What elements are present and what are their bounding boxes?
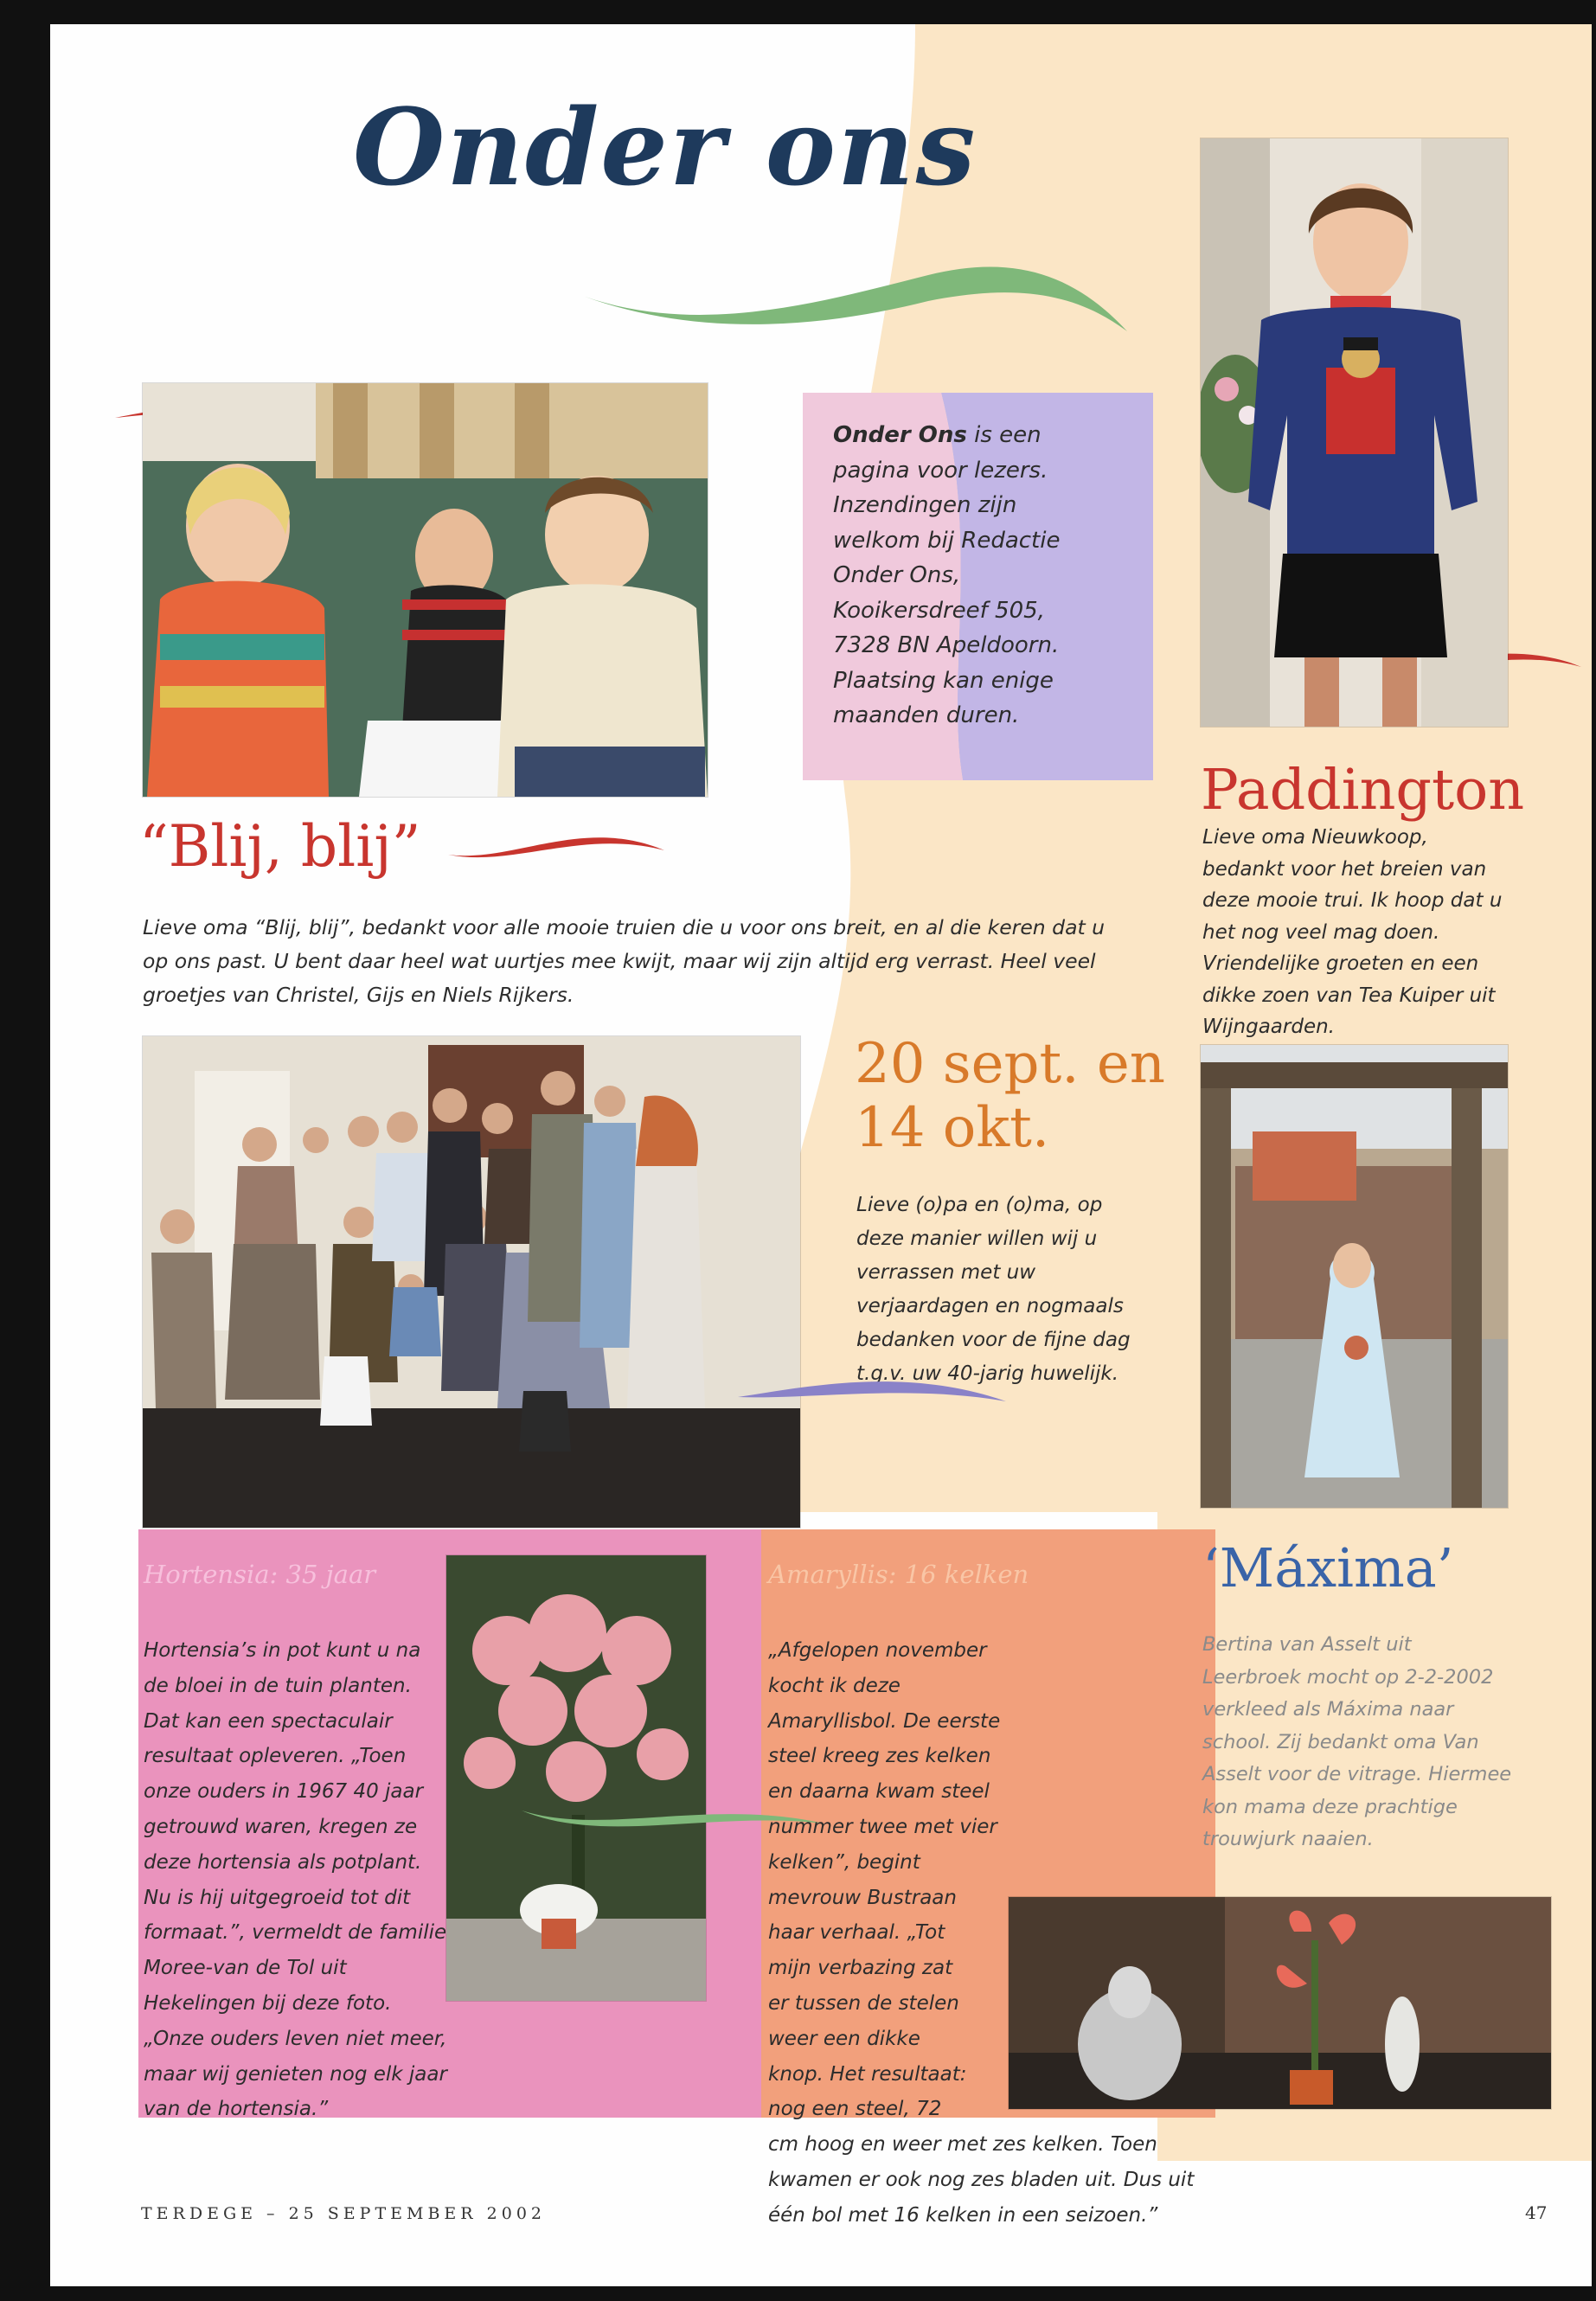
photo-three-children — [143, 383, 708, 797]
magazine-page — [50, 24, 1592, 2286]
heading-anniversary-line1: 20 sept. en — [855, 1032, 1165, 1096]
photo-maxima-archway — [1201, 1045, 1508, 1508]
red-wave-decoration — [444, 816, 669, 868]
purple-wave-decoration — [734, 1367, 1010, 1410]
heading-blij-blij: “Blij, blij” — [139, 813, 421, 880]
text-paddington: Lieve oma Nieuwkoop, bedankt voor het breien van deze mooie trui. Ik hoop dat u het nog veel mag doen. Vriendelijke groeten en een dikke zoen van Tea Kuiper uit Wijngaarden. — [1202, 826, 1503, 1038]
text-hortensia-wrap — [144, 1633, 762, 2121]
green-wave-decoration — [565, 236, 1136, 349]
text-blij-blij: Lieve oma “Blij, blij”, bedankt voor alle mooie truien die u voor ons breit, en al die keren dat u op ons past. U bent daar heel wat uurtjes mee kwijt, maar wij zijn altijd erg verrast. Heel veel groetjes van Christel, Gijs en Niels Rijkers. — [143, 915, 1106, 1007]
heading-anniversary-line2: 14 okt. — [855, 1096, 1050, 1160]
text-amaryllis-wrap — [768, 1633, 1218, 2227]
text-anniversary: Lieve (o)pa en (o)ma, op deze manier willen wij u verrassen met uw verjaardagen en nogmaals bedanken voor de fijne dag t.g.v. uw 40-jarig huwelijk. — [856, 1194, 1131, 1385]
info-box-text: is een pagina voor lezers. Inzendingen zijn welkom bij Redactie Onder Ons, Kooikersdreef 505, 7328 BN Apeldoorn. Plaatsing kan enige maanden duren. — [833, 422, 1061, 728]
page-number: 47 — [1525, 2202, 1548, 2223]
info-box — [833, 418, 1080, 734]
text-maxima: Bertina van Asselt uit Leerbroek mocht op 2-2-2002 verkleed als Máxima naar school. Zij bedankt oma Van Asselt voor de vitrage. Hiermee kon mama deze prachtige trouwjurk naaien. — [1202, 1633, 1512, 1850]
photo-paddington-girl — [1201, 138, 1508, 727]
info-box-lead: Onder Ons — [833, 422, 967, 448]
photo-family-group — [143, 1036, 800, 1528]
text-amaryllis: „Afgelopen november kocht ik deze Amaryllisbol. De eerste steel kreeg zes kelken en daarna kwam steel nummer twee met vier kelken”, begint mevrouw Bustraan haar verhaal. „Tot mijn verbazing zat er tussen de stelen weer een dikke knop. Het resultaat: nog een steel, 72 cm hoog en weer met zes kelken. Toen kwamen er ook nog zes bladen uit. Dus uit één bol met 16 kelken in een seizoen.” — [768, 1639, 1195, 2227]
text-hortensia: Hortensia’s in pot kunt u na de bloei in de tuin planten. Dat kan een spectaculair resultaat opleveren. „Toen onze ouders in 1967 40 jaar getrouwd waren, kregen ze deze hortensia als potplant. Nu is hij uitgegroeid tot dit formaat.”, vermeldt de familie Moree-van de Tol uit Hekelingen bij deze foto. „Onze ouders leven niet meer, maar wij genieten nog elk jaar van de hortensia.” — [144, 1639, 447, 2121]
float-spacer — [449, 1633, 762, 2093]
heading-paddington: Paddington — [1201, 758, 1525, 823]
float-spacer-bottom — [976, 1895, 1218, 2120]
heading-maxima: ‘Máxima’ — [1202, 1536, 1454, 1599]
page-title: Onder ons — [353, 85, 977, 209]
footer-publication: TERDEGE – 25 SEPTEMBER 2002 — [141, 2204, 546, 2223]
float-spacer-top — [1006, 1633, 1218, 1856]
heading-amaryllis: Amaryllis: 16 kelken — [768, 1560, 1029, 1589]
heading-anniversary — [855, 1032, 1165, 1160]
heading-hortensia: Hortensia: 35 jaar — [144, 1560, 376, 1589]
